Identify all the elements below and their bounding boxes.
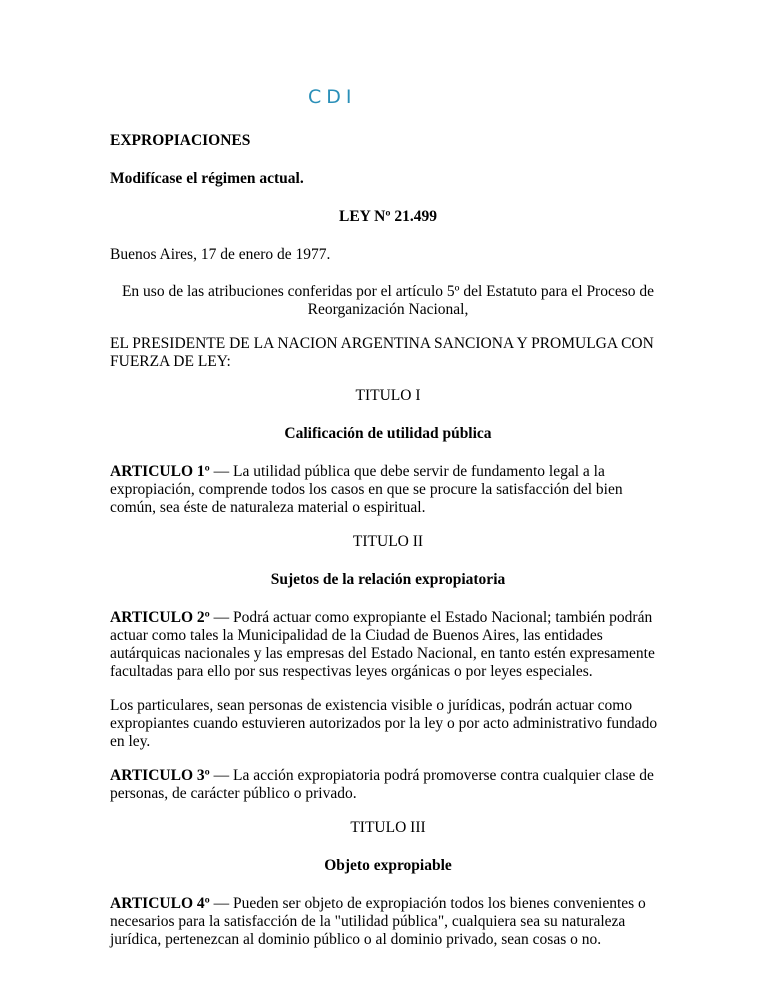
article-1-text: — La utilidad pública que debe servir de fundamento legal a la expropiación, comprende todos los casos en que se procure la satisfacción del bien común, sea éste de naturaleza material o espiritual. (110, 463, 623, 516)
decree-paragraph: EL PRESIDENTE DE LA NACION ARGENTINA SANCIONA Y PROMULGA CON FUERZA DE LEY: (110, 335, 654, 370)
article-1 (110, 463, 666, 517)
article-3-label: ARTICULO 3º (110, 767, 210, 784)
section-heading-2: Sujetos de la relación expropiatoria (270, 571, 506, 588)
section-heading-3: Objeto expropiable (324, 857, 452, 874)
article-4 (110, 895, 666, 949)
law-number: LEY Nº 21.499 (339, 208, 437, 225)
titulo-2: TITULO II (352, 533, 424, 550)
article-4-text: — Pueden ser objeto de expropiación todos los bienes convenientes o necesarios para la satisfacción de la "utilidad pública", cualquiera sea su naturaleza jurídica, pertenezcan al dominio público o al dominio privado, sean cosas o no. (110, 895, 646, 948)
intro-paragraph: En uso de las atribuciones conferidas por el artículo 5º del Estatuto para el Proceso de Reorganización Nacional, (121, 283, 655, 318)
titulo-1: TITULO I (355, 387, 421, 404)
titulo-3: TITULO III (350, 819, 426, 836)
article-2-label: ARTICULO 2º (110, 609, 210, 626)
section-heading-1: Calificación de utilidad pública (284, 425, 492, 442)
document-title: EXPROPIACIONES (110, 132, 251, 149)
document-body (110, 132, 666, 965)
article-3 (110, 767, 666, 803)
article-4-label: ARTICULO 4º (110, 895, 210, 912)
article-1-label: ARTICULO 1º (110, 463, 210, 480)
document-subtitle: Modifícase el régimen actual. (110, 170, 304, 187)
article-2 (110, 609, 666, 681)
cdi-logo: CDI (308, 86, 357, 108)
article-3-text: — La acción expropiatoria podrá promoverse contra cualquier clase de personas, de carácter público o privado. (110, 767, 654, 802)
date-line: Buenos Aires, 17 de enero de 1977. (110, 246, 331, 263)
article-2-paragraph-2: Los particulares, sean personas de existencia visible o jurídicas, podrán actuar como expropiantes cuando estuvieren autorizados por la ley o por acto administrativo fundado en ley. (110, 697, 658, 750)
article-2-text: — Podrá actuar como expropiante el Estado Nacional; también podrán actuar como tales la Municipalidad de la Ciudad de Buenos Aires, las entidades autárquicas nacionales y las empresas del Estado Nacional, en tanto estén expresamente facultadas para ello por sus respectivas leyes orgánicas o por leyes especiales. (110, 609, 655, 680)
